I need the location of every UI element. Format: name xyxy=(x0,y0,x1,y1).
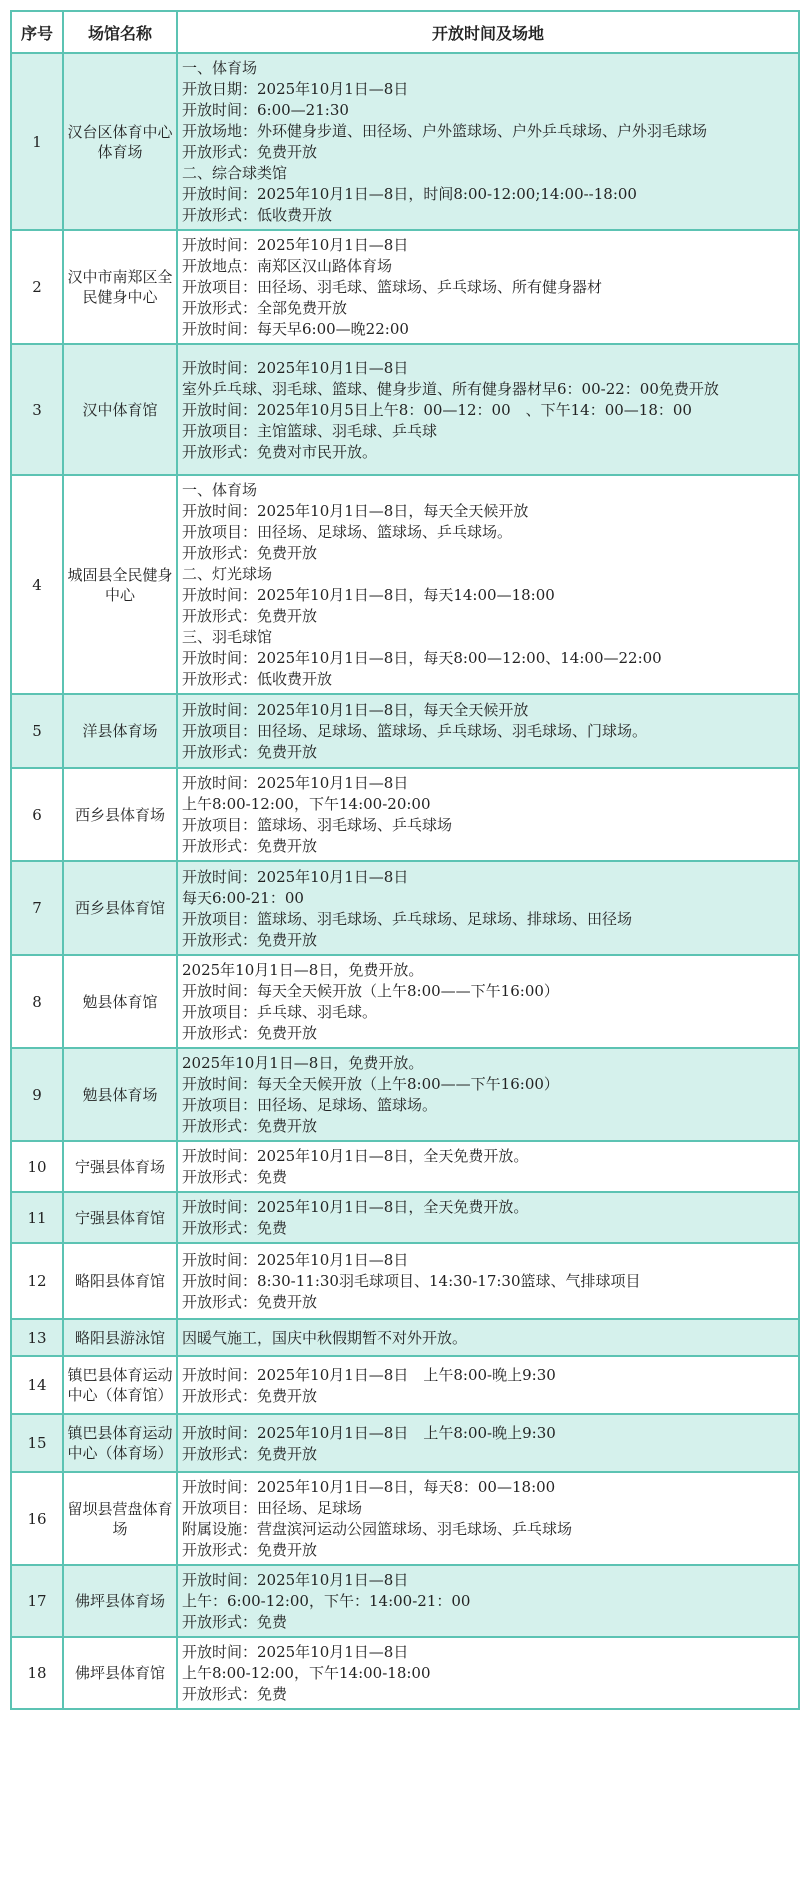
venue-name: 略阳县游泳馆 xyxy=(63,1319,177,1356)
row-index: 13 xyxy=(11,1319,63,1356)
detail-line: 因暖气施工，国庆中秋假期暂不对外开放。 xyxy=(182,1328,468,1347)
detail-line: 上午：6:00-12:00，下午：14:00-21：00 xyxy=(182,1592,471,1610)
venue-name: 洋县体育场 xyxy=(63,694,177,768)
header-index: 序号 xyxy=(11,11,63,53)
table-row xyxy=(11,1319,799,1356)
opening-details xyxy=(177,955,799,1048)
venue-name: 城固县全民健身中心 xyxy=(63,475,177,694)
detail-line: 开放时间：2025年10月1日—8日，全天免费开放。 xyxy=(182,1198,529,1216)
detail-line: 开放形式：免费开放 xyxy=(182,1117,318,1135)
venue-name: 宁强县体育馆 xyxy=(63,1192,177,1243)
detail-line: 开放形式：免费开放 xyxy=(182,1444,318,1463)
venue-name: 汉中市南郑区全民健身中心 xyxy=(63,230,177,344)
venue-name: 西乡县体育场 xyxy=(63,768,177,861)
detail-line: 开放时间：2025年10月1日—8日 xyxy=(182,1251,409,1269)
detail-line: 开放时间：2025年10月1日—8日 上午8:00-晚上9:30 xyxy=(182,1365,556,1384)
opening-details xyxy=(177,53,799,230)
detail-line: 开放形式：免费开放 xyxy=(182,143,318,161)
venue-name: 佛坪县体育馆 xyxy=(63,1637,177,1709)
table-header xyxy=(11,11,799,53)
venue-name: 勉县体育场 xyxy=(63,1048,177,1141)
table-row xyxy=(11,1472,799,1565)
row-index: 4 xyxy=(11,475,63,694)
detail-line: 开放项目：田径场、足球场 xyxy=(182,1499,363,1517)
detail-line: 每天6:00-21：00 xyxy=(182,888,304,907)
table-body xyxy=(11,53,799,1709)
opening-details xyxy=(177,1192,799,1243)
opening-details xyxy=(177,1356,799,1414)
detail-line: 开放形式：免费 xyxy=(182,1219,288,1237)
venue-name: 镇巴县体育运动中心（体育馆） xyxy=(63,1356,177,1414)
detail-line: 开放形式：免费开放 xyxy=(182,1386,318,1405)
opening-details xyxy=(177,1565,799,1637)
detail-line: 开放形式：免费开放 xyxy=(182,1024,318,1042)
opening-details xyxy=(177,344,799,475)
detail-line: 2025年10月1日—8日，免费开放。 xyxy=(182,961,424,979)
detail-line: 开放地点：南郑区汉山路体育场 xyxy=(182,257,393,275)
detail-line: 开放形式：免费 xyxy=(182,1613,288,1631)
detail-line: 开放项目：乒乓球、羽毛球。 xyxy=(182,1003,378,1021)
row-index: 14 xyxy=(11,1356,63,1414)
detail-line: 开放形式：免费开放 xyxy=(182,1293,318,1311)
venue-name: 留坝县营盘体育场 xyxy=(63,1472,177,1565)
opening-details xyxy=(177,1472,799,1565)
detail-line: 一、体育场 xyxy=(182,59,258,77)
detail-line: 开放形式：低收费开放 xyxy=(182,670,333,688)
row-index: 5 xyxy=(11,694,63,768)
row-index: 15 xyxy=(11,1414,63,1472)
venue-name: 镇巴县体育运动中心（体育场） xyxy=(63,1414,177,1472)
venue-name: 略阳县体育馆 xyxy=(63,1243,177,1319)
detail-line: 开放时间：2025年10月1日—8日 xyxy=(182,867,409,886)
detail-line: 开放时间：2025年10月1日—8日 xyxy=(182,774,409,792)
header-row xyxy=(11,11,799,53)
detail-line: 开放项目：田径场、足球场、篮球场、乒乓球场、羽毛球场、门球场。 xyxy=(182,722,648,740)
table-row xyxy=(11,53,799,230)
header-venue-name: 场馆名称 xyxy=(63,11,177,53)
detail-line: 开放项目：篮球场、羽毛球场、乒乓球场 xyxy=(182,816,453,834)
table-row xyxy=(11,1192,799,1243)
row-index: 16 xyxy=(11,1472,63,1565)
opening-details xyxy=(177,1243,799,1319)
opening-details xyxy=(177,768,799,861)
header-hours-and-facilities: 开放时间及场地 xyxy=(177,11,799,53)
row-index: 8 xyxy=(11,955,63,1048)
row-index: 9 xyxy=(11,1048,63,1141)
detail-line: 附属设施：营盘滨河运动公园篮球场、羽毛球场、乒乓球场 xyxy=(182,1520,573,1538)
detail-line: 开放时间：每天全天候开放（上午8:00——下午16:00） xyxy=(182,982,559,1000)
row-index: 1 xyxy=(11,53,63,230)
detail-line: 开放项目：田径场、足球场、篮球场、乒乓球场。 xyxy=(182,523,513,541)
table-row xyxy=(11,1356,799,1414)
detail-line: 开放项目：篮球场、羽毛球场、乒乓球场、足球场、排球场、田径场 xyxy=(182,909,633,928)
detail-line: 开放时间：6:00—21:30 xyxy=(182,101,349,119)
row-index: 12 xyxy=(11,1243,63,1319)
detail-line: 三、羽毛球馆 xyxy=(182,628,273,646)
detail-line: 开放项目：田径场、羽毛球、篮球场、乒乓球场、所有健身器材 xyxy=(182,278,603,296)
table-row xyxy=(11,475,799,694)
detail-line: 开放时间：2025年10月1日—8日，时间8:00-12:00;14:00--18:00 xyxy=(182,185,637,203)
detail-line: 开放时间：2025年10月1日—8日 xyxy=(182,1643,409,1661)
detail-line: 室外乒乓球、羽毛球、篮球、健身步道、所有健身器材早6：00-22：00免费开放 xyxy=(182,379,719,398)
table-row xyxy=(11,768,799,861)
detail-line: 开放时间：2025年10月1日—8日 上午8:00-晚上9:30 xyxy=(182,1423,556,1442)
detail-line: 开放时间：2025年10月1日—8日 xyxy=(182,358,409,377)
venue-name: 汉中体育馆 xyxy=(63,344,177,475)
row-index: 18 xyxy=(11,1637,63,1709)
venue-name: 佛坪县体育场 xyxy=(63,1565,177,1637)
venue-name: 勉县体育馆 xyxy=(63,955,177,1048)
detail-line: 开放形式：免费开放 xyxy=(182,544,318,562)
opening-details xyxy=(177,1048,799,1141)
detail-line: 2025年10月1日—8日，免费开放。 xyxy=(182,1054,424,1072)
detail-line: 开放时间：2025年10月1日—8日 xyxy=(182,1571,409,1589)
detail-line: 上午8:00-12:00，下午14:00-20:00 xyxy=(182,795,431,813)
detail-line: 开放日期：2025年10月1日—8日 xyxy=(182,80,409,98)
detail-line: 开放形式：免费开放 xyxy=(182,743,318,761)
row-index: 17 xyxy=(11,1565,63,1637)
table-row xyxy=(11,1048,799,1141)
detail-line: 二、灯光球场 xyxy=(182,565,273,583)
venue-name: 西乡县体育馆 xyxy=(63,861,177,955)
row-index: 10 xyxy=(11,1141,63,1192)
detail-line: 一、体育场 xyxy=(182,481,258,499)
detail-line: 开放时间：2025年10月1日—8日 xyxy=(182,236,409,254)
detail-line: 开放时间：8:30-11:30羽毛球项目、14:30-17:30篮球、气排球项目 xyxy=(182,1272,641,1290)
opening-details xyxy=(177,694,799,768)
detail-line: 开放形式：免费 xyxy=(182,1685,288,1703)
table-row xyxy=(11,861,799,955)
detail-line: 开放形式：免费开放 xyxy=(182,607,318,625)
detail-line: 开放时间：2025年10月1日—8日，全天免费开放。 xyxy=(182,1147,529,1165)
detail-line: 开放形式：低收费开放 xyxy=(182,206,333,224)
table-row xyxy=(11,1565,799,1637)
detail-line: 开放形式：免费开放 xyxy=(182,1541,318,1559)
opening-details xyxy=(177,1319,799,1356)
opening-details xyxy=(177,1414,799,1472)
detail-line: 开放形式：全部免费开放 xyxy=(182,299,348,317)
opening-details xyxy=(177,1637,799,1709)
venue-name: 宁强县体育场 xyxy=(63,1141,177,1192)
table-row xyxy=(11,1637,799,1709)
detail-line: 上午8:00-12:00，下午14:00-18:00 xyxy=(182,1664,431,1682)
detail-line: 开放形式：免费开放 xyxy=(182,837,318,855)
table-row xyxy=(11,1141,799,1192)
row-index: 11 xyxy=(11,1192,63,1243)
detail-line: 二、综合球类馆 xyxy=(182,164,288,182)
detail-line: 开放时间：2025年10月1日—8日，每天8：00—18:00 xyxy=(182,1478,556,1496)
row-index: 7 xyxy=(11,861,63,955)
detail-line: 开放时间：2025年10月1日—8日，每天全天候开放 xyxy=(182,502,529,520)
opening-details xyxy=(177,230,799,344)
table-row xyxy=(11,694,799,768)
row-index: 6 xyxy=(11,768,63,861)
table-row xyxy=(11,230,799,344)
detail-line: 开放时间：2025年10月5日上午8：00—12：00 、下午14：00—18：00 xyxy=(182,400,692,419)
table-row xyxy=(11,344,799,475)
row-index: 2 xyxy=(11,230,63,344)
detail-line: 开放时间：每天全天候开放（上午8:00——下午16:00） xyxy=(182,1075,559,1093)
opening-details xyxy=(177,475,799,694)
detail-line: 开放时间：2025年10月1日—8日，每天全天候开放 xyxy=(182,701,529,719)
table-row xyxy=(11,955,799,1048)
detail-line: 开放形式：免费对市民开放。 xyxy=(182,442,378,461)
detail-line: 开放项目：主馆篮球、羽毛球、乒乓球 xyxy=(182,421,438,440)
venue-name: 汉台区体育中心体育场 xyxy=(63,53,177,230)
table-row xyxy=(11,1414,799,1472)
detail-line: 开放项目：田径场、足球场、篮球场。 xyxy=(182,1096,438,1114)
opening-details xyxy=(177,861,799,955)
table-row xyxy=(11,1243,799,1319)
detail-line: 开放形式：免费开放 xyxy=(182,930,318,949)
detail-line: 开放形式：免费 xyxy=(182,1168,288,1186)
opening-details xyxy=(177,1141,799,1192)
detail-line: 开放场地：外环健身步道、田径场、户外篮球场、户外乒乓球场、户外羽毛球场 xyxy=(182,122,708,140)
detail-line: 开放时间：2025年10月1日—8日，每天14:00—18:00 xyxy=(182,586,555,604)
venue-schedule-table xyxy=(10,10,800,1710)
detail-line: 开放时间：2025年10月1日—8日，每天8:00—12:00、14:00—22:00 xyxy=(182,649,662,667)
row-index: 3 xyxy=(11,344,63,475)
detail-line: 开放时间：每天早6:00—晚22:00 xyxy=(182,320,409,338)
